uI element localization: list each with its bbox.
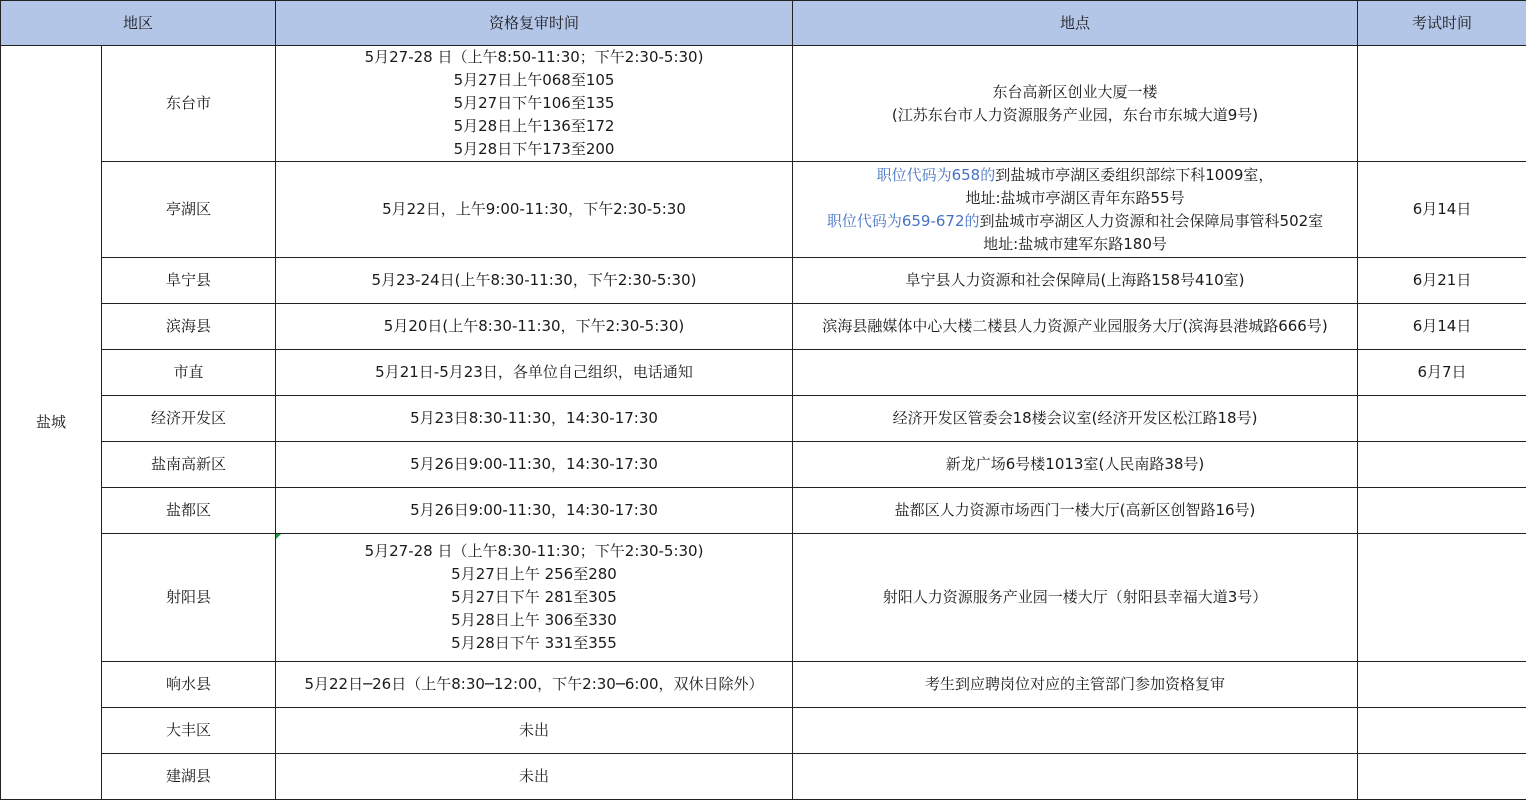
header-row — [1, 1, 1526, 46]
exam-time-cell — [1358, 396, 1526, 442]
review-time-cell: 5月22日─26日（上午8:30─12:00，下午2:30─6:00，双休日除外） — [276, 662, 793, 708]
table-row — [1, 708, 1526, 754]
location-cell: 新龙广场6号楼1013室(人民南路38号) — [793, 442, 1358, 488]
review-time-cell: 5月23日8:30-11:30，14:30-17:30 — [276, 396, 793, 442]
review-time-cell: 5月22日，上午9:00-11:30，下午2:30-5:30 — [276, 162, 793, 258]
time-line: 5月27-28 日（上午8:50-11:30；下午2:30-5:30) — [364, 48, 704, 66]
location-cell: 射阳人力资源服务产业园一楼大厅（射阳县幸福大道3号） — [793, 534, 1358, 662]
location-cell — [793, 46, 1358, 162]
location-cell — [793, 754, 1358, 800]
table-row — [1, 46, 1526, 162]
review-time-cell: 5月26日9:00-11:30，14:30-17:30 — [276, 488, 793, 534]
exam-time-cell — [1358, 754, 1526, 800]
time-line: 5月27日下午106至135 — [453, 94, 615, 112]
header-location: 地点 — [793, 1, 1358, 46]
location-cell — [793, 708, 1358, 754]
exam-time-cell: 6月14日 — [1358, 162, 1526, 258]
position-code-link: 职位代码为659-672的 — [826, 211, 980, 230]
review-time-cell: 未出 — [276, 754, 793, 800]
time-line: 5月27日上午068至105 — [453, 71, 615, 89]
exam-time-cell — [1358, 442, 1526, 488]
district-cell: 经济开发区 — [102, 396, 276, 442]
location-text: 到盐城市亭湖区人力资源和社会保障局事管科502室 — [979, 211, 1324, 230]
table-row — [1, 754, 1526, 800]
district-cell: 建湖县 — [102, 754, 276, 800]
header-review-time: 资格复审时间 — [276, 1, 793, 46]
district-cell: 射阳县 — [102, 534, 276, 662]
location-cell: 经济开发区管委会18楼会议室(经济开发区松江路18号) — [793, 396, 1358, 442]
location-cell — [793, 162, 1358, 258]
location-address: 地址:盐城市亭湖区青年东路55号 — [965, 188, 1185, 207]
table-row — [1, 258, 1526, 304]
time-line: 5月27日下午 281至305 — [451, 588, 617, 606]
location-line — [797, 164, 1353, 187]
location-cell: 阜宁县人力资源和社会保障局(上海路158号410室) — [793, 258, 1358, 304]
header-region: 地区 — [1, 1, 276, 46]
location-cell — [793, 350, 1358, 396]
table-row — [1, 488, 1526, 534]
time-line: 5月28日下午173至200 — [453, 140, 615, 158]
exam-time-cell — [1358, 662, 1526, 708]
location-address: 地址:盐城市建军东路180号 — [983, 234, 1167, 253]
location-cell: 考生到应聘岗位对应的主管部门参加资格复审 — [793, 662, 1358, 708]
district-cell: 阜宁县 — [102, 258, 276, 304]
position-code-link: 职位代码为658的 — [876, 165, 996, 184]
table-row — [1, 534, 1526, 662]
exam-time-cell: 6月14日 — [1358, 304, 1526, 350]
district-cell: 市直 — [102, 350, 276, 396]
time-line: 5月28日上午 306至330 — [451, 611, 617, 629]
review-time-cell: 5月21日-5月23日，各单位自己组织，电话通知 — [276, 350, 793, 396]
district-cell: 大丰区 — [102, 708, 276, 754]
review-time-cell — [276, 46, 793, 162]
location-line: 东台高新区创业大厦一楼 — [992, 82, 1158, 101]
exam-time-cell: 6月7日 — [1358, 350, 1526, 396]
time-line: 5月28日上午136至172 — [453, 117, 615, 135]
exam-time-cell: 6月21日 — [1358, 258, 1526, 304]
table-row — [1, 442, 1526, 488]
review-time-cell: 5月20日(上午8:30-11:30，下午2:30-5:30) — [276, 304, 793, 350]
district-cell: 亭湖区 — [102, 162, 276, 258]
district-cell: 响水县 — [102, 662, 276, 708]
review-time-cell: 未出 — [276, 708, 793, 754]
table-row — [1, 396, 1526, 442]
district-cell: 滨海县 — [102, 304, 276, 350]
table-row — [1, 162, 1526, 258]
table-row — [1, 304, 1526, 350]
table-row — [1, 662, 1526, 708]
header-exam-time: 考试时间 — [1358, 1, 1526, 46]
exam-time-cell — [1358, 488, 1526, 534]
district-cell: 盐都区 — [102, 488, 276, 534]
exam-time-cell — [1358, 46, 1526, 162]
review-time-cell: 5月23-24日(上午8:30-11:30，下午2:30-5:30) — [276, 258, 793, 304]
time-line: 5月28日下午 331至355 — [451, 634, 617, 652]
district-cell: 盐南高新区 — [102, 442, 276, 488]
city-cell: 盐城 — [1, 46, 102, 800]
location-line — [797, 210, 1353, 233]
location-cell: 盐都区人力资源市场西门一楼大厅(高新区创智路16号) — [793, 488, 1358, 534]
location-line: (江苏东台市人力资源服务产业园，东台市东城大道9号) — [891, 105, 1259, 124]
review-time-cell: 5月26日9:00-11:30，14:30-17:30 — [276, 442, 793, 488]
time-line: 5月27日上午 256至280 — [451, 565, 617, 583]
exam-time-cell — [1358, 534, 1526, 662]
review-time-cell — [276, 534, 793, 662]
time-line: 5月27-28 日（上午8:30-11:30；下午2:30-5:30) — [364, 542, 704, 560]
location-text: 到盐城市亭湖区委组织部综下科1009室， — [995, 165, 1274, 184]
district-cell: 东台市 — [102, 46, 276, 162]
table-row — [1, 350, 1526, 396]
exam-time-cell — [1358, 708, 1526, 754]
location-cell: 滨海县融媒体中心大楼二楼县人力资源产业园服务大厅(滨海县港城路666号) — [793, 304, 1358, 350]
